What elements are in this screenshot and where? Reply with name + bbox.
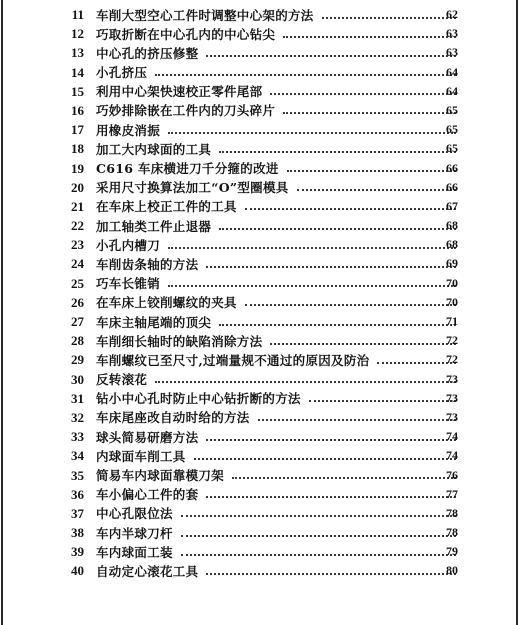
entry-number: 11 <box>71 7 84 22</box>
dot-leader <box>377 360 456 364</box>
dot-leader <box>245 206 456 210</box>
dot-leader <box>168 130 456 134</box>
dot-leader <box>245 302 456 306</box>
entry-page-number: 72 <box>446 333 458 348</box>
toc-entry <box>0 216 521 235</box>
entry-number: 12 <box>71 26 84 42</box>
entry-page-number: 76 <box>446 467 458 482</box>
entry-page-number: 78 <box>446 505 458 520</box>
toc-entry <box>0 82 521 101</box>
entry-title: 简易车内球面靠模刀架 <box>96 468 225 483</box>
dot-leader <box>194 456 456 460</box>
entry-page-number: 64 <box>446 64 458 79</box>
entry-page-number: 78 <box>446 525 458 540</box>
toc-entry <box>0 389 521 408</box>
dot-leader <box>322 15 456 19</box>
toc-entry <box>0 178 521 197</box>
entry-title: 中心孔限位法 <box>96 506 173 521</box>
entry-page-number: 67 <box>446 198 458 213</box>
toc-entry <box>0 331 521 350</box>
dot-leader <box>155 379 456 383</box>
entry-page-number: 65 <box>446 102 458 117</box>
toc-entry <box>0 293 521 312</box>
entry-title: 反转滚花 <box>96 372 148 387</box>
toc-entry <box>0 120 521 139</box>
dot-leader <box>181 533 456 537</box>
entry-page-number: 66 <box>446 160 458 175</box>
toc-entry <box>0 24 521 43</box>
toc-entry <box>0 139 521 158</box>
dot-leader <box>219 149 456 153</box>
entry-number: 26 <box>71 294 84 310</box>
toc-entry <box>0 197 521 216</box>
dot-leader <box>270 341 456 345</box>
entry-title: 钻小中心孔时防止中心钻折断的方法 <box>96 391 301 406</box>
entry-page-number: 79 <box>446 544 458 559</box>
toc-entry <box>0 523 521 542</box>
toc-entry <box>0 542 521 561</box>
entry-page-number: 77 <box>446 486 458 501</box>
entry-number: 33 <box>71 429 84 445</box>
entry-page-number: 73 <box>446 390 458 405</box>
entry-page-number: 73 <box>446 409 458 424</box>
entry-title: 车床主轴尾端的顶尖 <box>96 314 212 329</box>
dot-leader <box>181 513 456 517</box>
entry-number: 22 <box>71 218 84 234</box>
entry-page-number: 66 <box>446 179 458 194</box>
dot-leader <box>309 398 456 402</box>
entry-number: 35 <box>71 467 84 483</box>
entry-number: 39 <box>71 544 84 560</box>
entry-page-number: 68 <box>446 218 458 233</box>
dot-leader <box>287 168 456 172</box>
toc-entry <box>0 466 521 485</box>
dot-leader <box>181 552 456 556</box>
dot-leader <box>206 494 456 498</box>
toc-entry <box>0 254 521 273</box>
entry-number: 23 <box>71 237 84 253</box>
entry-number: 21 <box>71 198 84 214</box>
entry-page-number: 63 <box>446 26 458 41</box>
toc-entry <box>0 312 521 331</box>
toc-entry <box>0 159 521 178</box>
entry-page-number: 62 <box>446 7 458 21</box>
dot-leader <box>206 437 456 441</box>
dot-leader <box>219 226 456 230</box>
entry-page-number: 72 <box>446 352 458 367</box>
entry-title: 在车床上铰削螺纹的夹具 <box>96 295 237 310</box>
entry-title: 用橡皮消振 <box>96 122 161 138</box>
table-of-contents <box>0 5 521 581</box>
toc-entry <box>0 63 521 82</box>
entry-number: 19 <box>71 160 84 176</box>
entry-page-number: 74 <box>446 448 458 463</box>
entry-number: 30 <box>71 371 84 387</box>
entry-page-number: 80 <box>446 563 458 578</box>
toc-entry <box>0 370 521 389</box>
entry-page-number: 68 <box>446 237 458 252</box>
entry-number: 29 <box>71 352 84 368</box>
entry-number: 16 <box>71 102 84 118</box>
entry-page-number: 69 <box>446 256 458 271</box>
entry-number: 24 <box>71 256 84 272</box>
dot-leader <box>232 475 456 479</box>
entry-page-number: 73 <box>446 371 458 386</box>
dot-leader <box>168 283 456 287</box>
toc-entry <box>0 235 521 254</box>
entry-title: 利用中心架快速校正零件尾部 <box>96 84 263 99</box>
entry-page-number: 70 <box>446 275 458 290</box>
dot-leader <box>219 322 456 326</box>
entry-page-number: 71 <box>446 314 458 328</box>
dot-leader <box>168 245 456 249</box>
entry-title: 小孔内槽刀 <box>96 237 161 253</box>
entry-number: 13 <box>71 45 84 61</box>
entry-number: 15 <box>71 83 84 99</box>
entry-number: 32 <box>71 409 84 425</box>
entry-page-number: 63 <box>446 45 458 60</box>
dot-leader <box>206 53 456 57</box>
entry-title: 巧取折断在中心孔内的中心钻尖 <box>96 26 276 42</box>
entry-number: 27 <box>71 314 84 329</box>
dot-leader <box>258 417 456 421</box>
entry-number: 17 <box>71 122 84 138</box>
toc-entry <box>0 274 521 293</box>
entry-title: 巧妙排除嵌在工件内的刀头碎片 <box>96 103 276 118</box>
dot-leader <box>206 264 456 268</box>
entry-page-number: 65 <box>446 141 458 156</box>
entry-number: 40 <box>71 563 84 579</box>
entry-title: 中心孔的挤压修整 <box>96 45 199 61</box>
toc-entry <box>0 561 521 580</box>
entry-title: 车削螺纹已至尺寸,过端量规不通过的原因及防治 <box>96 352 370 368</box>
toc-entry <box>0 485 521 504</box>
entry-page-number: 70 <box>446 294 458 309</box>
entry-number: 31 <box>71 390 84 406</box>
toc-entry <box>0 101 521 120</box>
entry-number: 36 <box>71 486 84 502</box>
entry-title: 球头简易研磨方法 <box>96 429 199 445</box>
entry-title: 车削齿条轴的方法 <box>96 256 199 272</box>
entry-number: 28 <box>71 333 84 349</box>
entry-number: 18 <box>71 141 84 157</box>
toc-entry <box>0 427 521 446</box>
entry-title: 车削大型空心工件时调整中心架的方法 <box>96 7 314 22</box>
entry-title: 加工轴类工件止退器 <box>96 218 212 234</box>
entry-page-number: 64 <box>446 83 458 98</box>
toc-entry <box>0 446 521 465</box>
toc-entry <box>0 408 521 427</box>
entry-title: 采用尺寸换算法加工“O”型圈模具 <box>96 180 289 195</box>
toc-entry <box>0 43 521 62</box>
entry-page-number: 74 <box>446 429 458 444</box>
entry-title: C616 车床横进刀千分箍的改进 <box>96 161 279 176</box>
dot-leader <box>270 91 456 95</box>
entry-title: 车内半球刀杆 <box>96 525 173 541</box>
dot-leader <box>206 571 456 575</box>
toc-entry <box>0 5 521 24</box>
entry-title: 在车床上校正工件的工具 <box>96 199 237 214</box>
dot-leader <box>283 110 456 114</box>
entry-title: 车床尾座改自动时给的方法 <box>96 410 250 425</box>
entry-title: 自动定心滚花工具 <box>96 563 199 579</box>
entry-title: 小孔挤压 <box>96 65 148 80</box>
entry-page-number: 65 <box>446 122 458 137</box>
entry-title: 内球面车削工具 <box>96 448 186 464</box>
entry-title: 巧车长锥销 <box>96 276 161 291</box>
entry-number: 37 <box>71 505 84 521</box>
entry-title: 车削细长轴时的缺陷消除方法 <box>96 333 263 349</box>
entry-number: 34 <box>71 448 84 464</box>
entry-title: 加工大内球面的工具 <box>96 141 212 157</box>
dot-leader <box>297 187 456 191</box>
entry-number: 14 <box>71 64 84 80</box>
entry-title: 车小偏心工件的套 <box>96 487 199 502</box>
entry-title: 车内球面工装 <box>96 544 173 560</box>
toc-entry <box>0 350 521 369</box>
entry-number: 38 <box>71 525 84 541</box>
entry-number: 20 <box>71 179 84 195</box>
dot-leader <box>283 34 456 38</box>
toc-entry <box>0 504 521 523</box>
entry-number: 25 <box>71 275 84 291</box>
dot-leader <box>155 72 456 76</box>
